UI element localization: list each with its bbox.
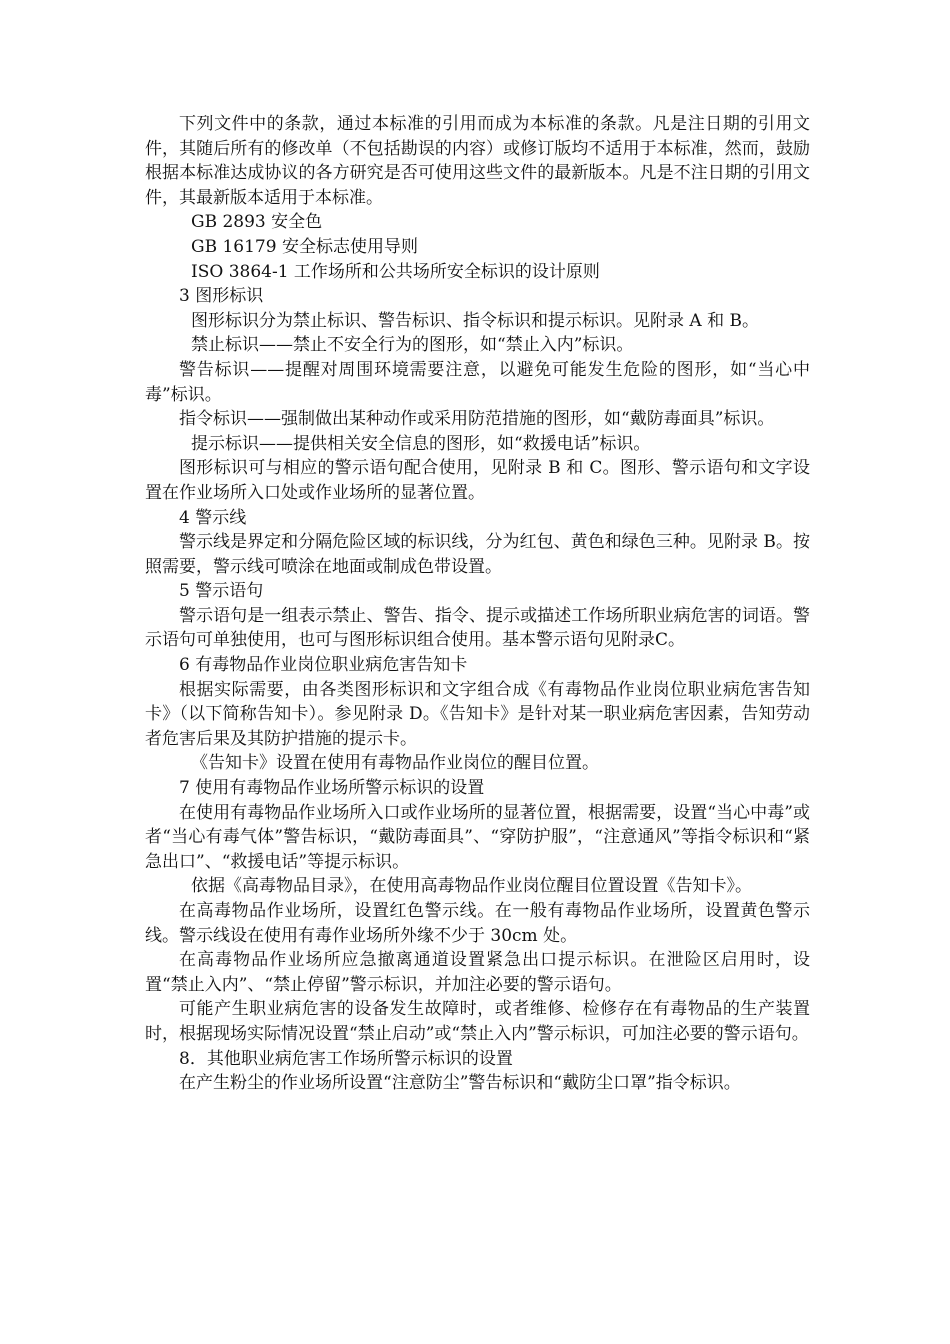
paragraph: 在高毒物品作业场所，设置红色警示线。在一般有毒物品作业场所，设置黄色警示线。警示线设在使用有毒作业场所外缘不少于 30cm 处。 [145, 901, 810, 946]
paragraph: 根据实际需要，由各类图形标识和文字组合成《有毒物品作业岗位职业病危害告知卡》（以下简称告知卡）。参见附录 D。《告知卡》是针对某一职业病危害因素，告知劳动者危害后果及其防护措施的提示卡。 [145, 679, 810, 749]
paragraph: 图形标识可与相应的警示语句配合使用，见附录 B 和 C。图形、警示语句和文字设置在作业场所入口处或作业场所的显著位置。 [145, 458, 810, 503]
paragraph: 警告标识——提醒对周围环境需要注意，以避免可能发生危险的图形，如“当心中毒”标识。 [145, 359, 810, 405]
paragraph: 图形标识分为禁止标识、警告标识、指令标识和提示标识。见附录 A 和 B。 [191, 310, 759, 331]
paragraph: 下列文件中的条款，通过本标准的引用而成为本标准的条款。凡是注日期的引用文件，其随后所有的修改单（不包括勘误的内容）或修订版均不适用于本标准，然而，鼓励根据本标准达成协议的各方研究是否可使用这些文件的最新版本。凡是不注日期的引用文件，其最新版本适用于本标准。 [145, 114, 810, 208]
paragraph: 8．其他职业病危害工作场所警示标识的设置 [179, 1048, 513, 1069]
paragraph: GB 16179 安全标志使用导则 [191, 236, 418, 257]
paragraph: 提示标识——提供相关安全信息的图形，如“救援电话”标识。 [191, 433, 651, 454]
paragraph: 依据《高毒物品目录》，在使用高毒物品作业岗位醒目位置设置《告知卡》。 [191, 876, 752, 897]
paragraph: 可能产生职业病危害的设备发生故障时，或者维修、检修存在有毒物品的生产装置时，根据现场实际情况设置“禁止启动”或“禁止入内”警示标识，可加注必要的警示语句。 [145, 999, 810, 1044]
paragraph: 在高毒物品作业场所应急撤离通道设置紧急出口提示标识。在泄险区启用时，设置“禁止入内”、“禁止停留”警示标识，并加注必要的警示语句。 [145, 950, 810, 995]
paragraph: 3 图形标识 [179, 286, 264, 307]
paragraph: 6 有毒物品作业岗位职业病危害告知卡 [179, 655, 468, 676]
paragraph: 在产生粉尘的作业场所设置“注意防尘”警告标识和“戴防尘口罩”指令标识。 [179, 1073, 741, 1094]
paragraph: 警示语句是一组表示禁止、警告、指令、提示或描述工作场所职业病危害的词语。警示语句可单独使用，也可与图形标识组合使用。基本警示语句见附录C。 [145, 605, 810, 651]
paragraph: 在使用有毒物品作业场所入口或作业场所的显著位置，根据需要，设置“当心中毒”或者“当心有毒气体”警告标识，“戴防毒面具”、“穿防护服”，“注意通风”等指令标识和“紧急出口”、“救援电话”等提示标识。 [145, 802, 810, 872]
document-body [145, 112, 810, 1096]
paragraph: 警示线是界定和分隔危险区域的标识线，分为红包、黄色和绿色三种。见附录 B。按照需要，警示线可喷涂在地面或制成色带设置。 [145, 532, 810, 577]
paragraph: GB 2893 安全色 [191, 212, 323, 233]
paragraph: 4 警示线 [179, 507, 247, 528]
paragraph: 《告知卡》设置在使用有毒物品作业岗位的醒目位置。 [191, 753, 599, 774]
paragraph: 指令标识——强制做出某种动作或采用防范措施的图形，如“戴防毒面具”标识。 [179, 409, 775, 430]
paragraph: ISO 3864-1 工作场所和公共场所安全标识的设计原则 [191, 261, 600, 282]
paragraph: 禁止标识——禁止不安全行为的图形，如“禁止入内”标识。 [191, 335, 634, 356]
paragraph: 7 使用有毒物品作业场所警示标识的设置 [179, 778, 485, 799]
paragraph: 5 警示语句 [179, 581, 264, 602]
